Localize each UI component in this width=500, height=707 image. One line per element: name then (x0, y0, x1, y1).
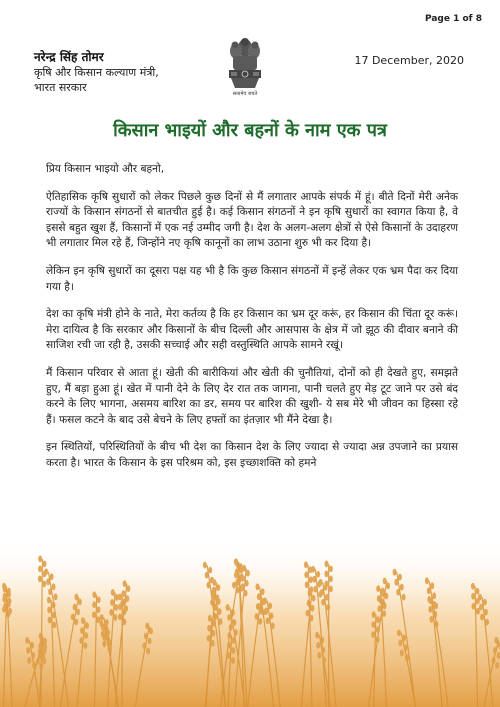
wheat-grain (43, 560, 47, 567)
wheat-grain (402, 594, 406, 601)
wheat-grain (304, 561, 308, 568)
wheat-grain (73, 604, 77, 611)
wheat-grain (115, 594, 119, 601)
wheat-grain (52, 622, 56, 629)
wheat-grain (246, 570, 250, 577)
wheat-grain (269, 612, 273, 619)
wheat-grain (480, 614, 484, 621)
wheat-grain (2, 596, 6, 603)
wheat-grain (48, 588, 52, 595)
wheat-grain (50, 573, 54, 580)
wheat-grain (434, 621, 438, 628)
paragraph: इन स्थितियों, परिस्थितियों के बीच भी देश का किसान देश के लिए ज्यादा से ज्यादा अन्न उपजाने का प्रयास करता है। भारत के किसान के इस परिश्रम को, इस इच्छाशक्ति को हमने (46, 441, 458, 469)
wheat-grain (371, 631, 375, 638)
wheat-grain (216, 584, 220, 591)
wheat-grain (227, 642, 231, 649)
wheat-grain (309, 615, 313, 622)
wheat-grain (322, 657, 326, 664)
wheat-grain (312, 595, 316, 602)
wheat-grain (109, 609, 113, 616)
sender-name: नरेन्द्र सिंह तोमर (34, 50, 104, 64)
wheat-grain (304, 571, 308, 578)
wheat-grain (148, 638, 152, 645)
wheat-grain (211, 630, 215, 637)
wheat-grain (320, 637, 324, 644)
wheat-grain (83, 642, 87, 649)
wheat-grain (255, 613, 259, 620)
wheat-grain (125, 595, 129, 602)
wheat-grain (26, 647, 30, 654)
wheat-grain (30, 642, 34, 649)
wheat-grain (52, 583, 56, 590)
wheat-grain (203, 562, 207, 569)
wheat-grain (71, 614, 75, 621)
wheat-grain (396, 589, 400, 596)
wheat-grain (257, 593, 261, 600)
wheat-grain (231, 609, 235, 616)
wheat-grain (232, 637, 236, 644)
wheat-grain (476, 598, 480, 605)
wheat-grain (427, 587, 431, 594)
wheat-grain (305, 581, 309, 588)
wheat-grain (113, 614, 117, 621)
wheat-grain (52, 612, 56, 619)
wheat-grain (208, 567, 212, 574)
wheat-grain (255, 583, 259, 590)
wheat-grain (317, 581, 321, 588)
wheat-grain (41, 653, 45, 660)
wheat-grain (38, 648, 42, 655)
wheat-grain (325, 594, 329, 601)
wheat-grain (376, 626, 380, 633)
wheat-grain (38, 555, 42, 562)
wheat-grain (92, 591, 96, 598)
wheat-grain (329, 565, 333, 572)
wheat-grain (432, 592, 436, 599)
wheat-grain (144, 633, 148, 640)
wheat-grain (7, 591, 11, 598)
sender-org: भारत सरकार (34, 81, 87, 94)
wheat-grain (471, 583, 475, 590)
wheat-grain (79, 637, 83, 644)
wheat-grain (146, 648, 150, 655)
wheat-grain (232, 619, 236, 626)
wheat-grain (377, 605, 381, 612)
wheat-grain (212, 620, 216, 627)
wheat-grain (429, 616, 433, 623)
wheat-grain (429, 597, 433, 604)
wheat-grain (317, 652, 321, 659)
wheat-grain (114, 604, 118, 611)
wheat-grain (207, 625, 211, 632)
wheat-grain (271, 622, 275, 629)
wheat-grain (76, 609, 80, 616)
emblem-motto: सत्यमेव जयते (232, 91, 258, 97)
wheat-grain (309, 566, 313, 573)
paragraph: देश का कृषि मंत्री होने के नाते, मेरा कर्तव्य है कि हर किसान का भ्रम दूर करूं, हर किसान की चिंता दूर करूं। मेरा दायित्व है कि सरकार और किसानों के बीच दिल्ली और आसपास के क्षेत्र में जो झूठ की दीवार बनाने की साजिश रची जा रही है, उसकी सच्चाई और सही वस्तुस्थिति आपके सामने रखूं। (46, 308, 458, 352)
wheat-grain (124, 605, 128, 612)
wheat-grain (383, 603, 387, 610)
wheat-grain (372, 611, 376, 618)
wheat-grain (324, 570, 328, 577)
wheat-grain (231, 657, 235, 664)
wheat-grain (212, 587, 216, 594)
wheat-grain (105, 619, 109, 626)
wheat-grain (266, 617, 270, 624)
sender-designation: कृषि और किसान कल्याण मंत्री, (34, 66, 159, 79)
wheat-grain (81, 617, 85, 624)
wheat-grain (318, 591, 322, 598)
letter-title: किसान भाइयों और बहनों के नाम एक पत्र (113, 120, 387, 141)
wheat-grain (316, 642, 320, 649)
wheat-grain (326, 604, 330, 611)
wheat-grain (400, 649, 404, 656)
wheat-grain (102, 640, 106, 647)
wheat-grain (324, 560, 328, 567)
wheat-grain (471, 593, 475, 600)
wheat-grain (239, 564, 243, 571)
wheat-grain (205, 572, 209, 579)
wheat-grain (54, 593, 58, 600)
wheat-grain (495, 662, 499, 669)
wheat-grain (121, 590, 125, 597)
letter-body (46, 162, 458, 484)
wheat-grain (309, 586, 313, 593)
wheat-grain (44, 568, 48, 575)
wheat-grain (149, 628, 153, 635)
wheat-grain (74, 594, 78, 601)
wheat-grain (476, 608, 480, 615)
wheat-grain (379, 598, 383, 605)
paragraph: लेकिन इन कृषि सुधारों का दूसरा पक्ष यह भी है कि कुछ किसान संगठनों में इन्हें लेकर एक भ्रम पैदा कर दिया गया है। (46, 264, 458, 293)
letter-date: 17 December, 2020 (354, 54, 464, 67)
wheat-grain (494, 637, 498, 644)
wheat-grain (7, 601, 11, 608)
wheat-grain (25, 637, 29, 644)
wheat-grain (245, 580, 249, 587)
wheat-grain (402, 634, 406, 641)
wheat-grain (212, 593, 216, 600)
wheat-grain (211, 640, 215, 647)
wheat-grain (428, 606, 432, 613)
wheat-grain (47, 597, 51, 604)
wheat-grain (310, 605, 314, 612)
wheat-grain (207, 635, 211, 642)
wheat-grain (484, 609, 488, 616)
wheat-grain (235, 569, 239, 576)
wheat-grain (405, 654, 409, 661)
wheat-grain (329, 575, 333, 582)
wheat-grain (123, 580, 127, 587)
wheat-grain (256, 603, 260, 610)
wheat-grain (97, 596, 101, 603)
wheat-grain (475, 588, 479, 595)
wheat-grain (38, 565, 42, 572)
wheat-grain (376, 616, 380, 623)
wheat-grain (483, 599, 487, 606)
wheat-grain (3, 586, 7, 593)
wheat-grain (36, 658, 40, 665)
wheat-grain (101, 630, 105, 637)
wheat-grain (382, 610, 386, 617)
emblem (222, 34, 268, 102)
wheat-grain (2, 606, 6, 613)
wheat-field-icon (0, 537, 500, 707)
wheat-grain (106, 635, 110, 642)
wheat-grain (122, 618, 126, 625)
wheat-grain (227, 614, 231, 621)
wheat-grain (213, 603, 217, 610)
wheat-grain (96, 606, 100, 613)
wheat-grain (42, 580, 46, 587)
wheat-grain (38, 575, 42, 582)
wheat-grain (261, 588, 265, 595)
wheat-grain (381, 588, 385, 595)
wheat-grain (235, 587, 239, 594)
wheat-grain (99, 620, 103, 627)
wheat-grain (126, 585, 130, 592)
wheat-grain (39, 663, 43, 670)
wheat-grain (40, 638, 44, 645)
wheat-grain (108, 645, 112, 652)
wheat-grain (96, 616, 100, 623)
wheat-grain (92, 601, 96, 608)
wheat-grain (6, 611, 10, 618)
wheat-grain (229, 624, 233, 631)
wheat-grain (258, 618, 262, 625)
wheat-grain (210, 577, 214, 584)
wheat-grain (46, 578, 50, 585)
wheat-grain (434, 602, 438, 609)
wheat-grain (376, 636, 380, 643)
wheat-grain (234, 629, 238, 636)
wheat-grain (471, 603, 475, 610)
wheat-grain (226, 604, 230, 611)
wheat-grain (306, 610, 310, 617)
wheat-grain (227, 632, 231, 639)
wheat-grain (43, 643, 47, 650)
wheat-grain (27, 657, 31, 664)
wheat-grain (263, 608, 267, 615)
wheat-grain (404, 644, 408, 651)
wheat-grain (218, 618, 222, 625)
wheat-grain (324, 584, 328, 591)
wheat-grain (31, 652, 35, 659)
wheat-grain (145, 623, 149, 630)
wheat-grain (78, 599, 82, 606)
wheat-grain (268, 602, 272, 609)
wheat-grain (398, 639, 402, 646)
state-emblem-icon (225, 34, 265, 90)
wheat-grain (110, 599, 114, 606)
wheat-grain (227, 652, 231, 659)
wheat-grain (433, 611, 437, 618)
paragraph: ऐतिहासिक कृषि सुधारों को लेकर पिछले कुछ दिनों से मैं लगातार आपके संपर्क में हूं। बीते दिनों मेरी अनेक राज्यों के किसान संगठनों से बातचीत हुई है। कई किसान संगठनों ने इन कृषि सुधारों का स्वागत किया है, वे इससे बहुत खुश हैं, किसानों में एक नई उम्मीद जगी है। देश के अलग-अलग क्षेत्रों से ऐसे किसानों के उदाहरण भी लगातार मिल रहे हैं, जिन्होंने नए कृषि कानूनों का लाभ उठाना शुरु भी कर दिया है। (46, 190, 458, 250)
wheat-grain (307, 600, 311, 607)
wheat-grain (315, 632, 319, 639)
wheat-grain (142, 643, 146, 650)
wheat-grain (398, 574, 402, 581)
wheat-grain (244, 590, 248, 597)
wheat-grain (217, 598, 221, 605)
wheat-grain (51, 602, 55, 609)
wheat-grain (425, 577, 429, 584)
page-number: Page 1 of 8 (425, 14, 482, 24)
wheat-grain (80, 627, 84, 634)
wheat-grain (118, 613, 122, 620)
wheat-grain (394, 579, 398, 586)
wheat-grain (32, 662, 36, 669)
wheat-grain (400, 584, 404, 591)
wheat-grain (234, 559, 238, 566)
wheat-grain (313, 586, 317, 593)
salutation: प्रिय किसान भाइयो और बहनो, (46, 163, 165, 175)
wheat-grain (85, 622, 89, 629)
wheat-grain (384, 593, 388, 600)
wheat-grain (492, 657, 496, 664)
wheat-grain (321, 599, 325, 606)
wheat-grain (376, 585, 380, 592)
wheat-grain (92, 611, 96, 618)
wheat-grain (239, 574, 243, 581)
wheat-grain (371, 621, 375, 628)
paragraph: मैं किसान परिवार से आता हूं। खेती की बारीकियां और खेती की चुनौतियां, दोनों को ही देखते हुए, समझते हुए, मैं बड़ा हुआ हूं। खेत में पानी देने के लिए देर रात तक जागना, पानी चलते हुए मेड़ टूट जाने पर उसे बंद करने के लिए भागना, असमय बारिश का डर, समय पर बारिश की खुशी- ये सब मेरे भी जीवन का हिस्सा रहे हैं। फसल कटने के बाद उसे बेचने के लिए हफ्तों का इंतज़ार भी मैंने देखा है। (46, 366, 458, 426)
wheat-grain (485, 619, 489, 626)
wheat-grain (240, 584, 244, 591)
wheat-grain (261, 598, 265, 605)
wheat-grain (74, 619, 78, 626)
wheat-grain (430, 582, 434, 589)
wheat-grain (214, 613, 218, 620)
wheat-grain (316, 571, 320, 578)
wheat-grain (493, 647, 497, 654)
wheat-grain (397, 629, 401, 636)
wheat-grain (260, 608, 264, 615)
wheat-grain (235, 579, 239, 586)
wheat-grain (231, 647, 235, 654)
wheat-grain (386, 583, 390, 590)
wheat-grain (207, 582, 211, 589)
wheat-grain (309, 576, 313, 583)
wheat-grain (120, 600, 124, 607)
wheat-grain (84, 632, 88, 639)
wheat-grain (48, 617, 52, 624)
wheat-grain (383, 578, 387, 585)
wheat-grain (111, 589, 115, 596)
wheat-grain (208, 615, 212, 622)
wheat-grain (47, 607, 51, 614)
wheat-grain (321, 647, 325, 654)
wheat-grain (218, 608, 222, 615)
wheat-grain (393, 569, 397, 576)
wheat-grain (105, 625, 109, 632)
wheat-grain (329, 585, 333, 592)
sender-block (34, 50, 159, 95)
